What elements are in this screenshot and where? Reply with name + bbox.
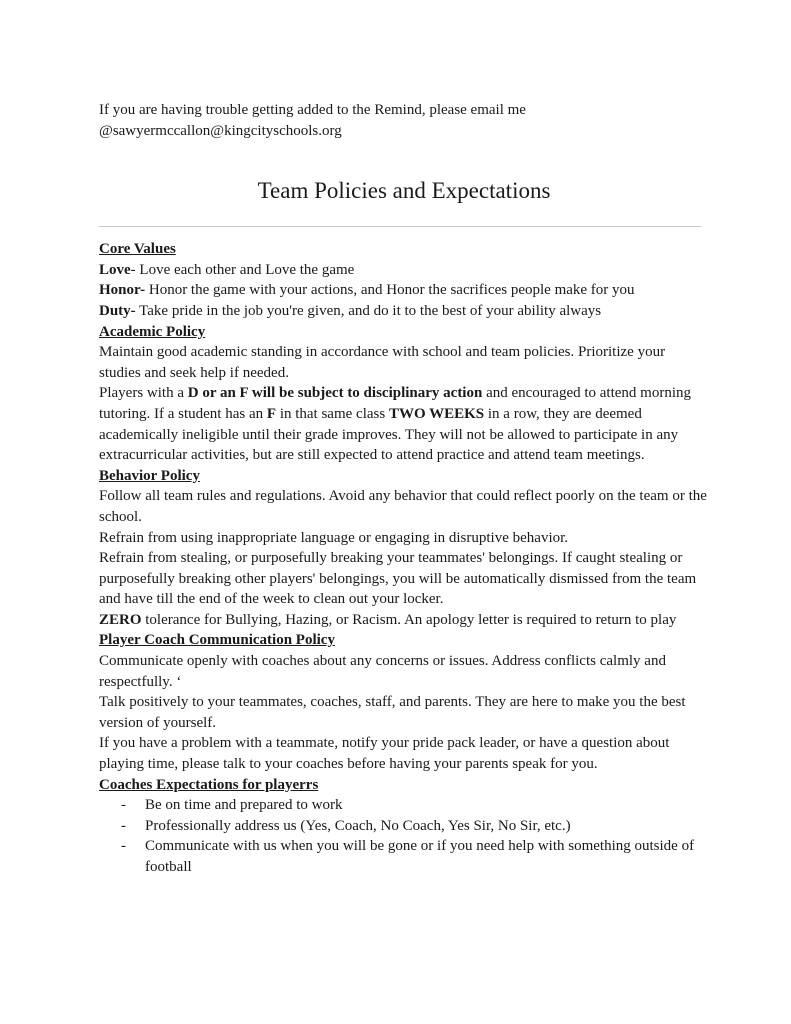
- list-item: - Communicate with us when you will be gone or if you need help with something outside of football: [99, 836, 709, 877]
- behavior-paragraph-4: [99, 610, 709, 631]
- expectations-heading: Coaches Expectations for playerrs: [99, 776, 319, 793]
- expectations-list: [99, 795, 709, 877]
- communication-paragraph-1: Communicate openly with coaches about any concerns or issues. Address conflicts calmly and respectfully. ‘: [99, 653, 666, 690]
- academic-text-c: and encouraged to attend morning tutoring. If a student has an: [99, 385, 692, 422]
- academic-text-g: in a row, they are deemed academically ineligible until their grade improves. They will not be allowed to participate in any extracurricular activities, but are still expected to attend practice and attend team meetings.: [99, 405, 679, 464]
- love-label: Love: [99, 261, 131, 278]
- behavior-paragraph-1: Follow all team rules and regulations. Avoid any behavior that could reflect poorly on the team or the school.: [99, 488, 707, 525]
- academic-bold-discipline: D or an F will be subject to disciplinary action: [187, 385, 483, 402]
- communication-paragraph-2: Talk positively to your teammates, coaches, staff, and parents. They are here to make you the best version of yourself.: [99, 694, 686, 731]
- intro-email: @sawyermccallon@kingcityschools.org: [99, 122, 342, 139]
- academic-policy-heading: Academic Policy: [99, 323, 206, 340]
- behavior-text-zero: tolerance for Bullying, Hazing, or Racism. An apology letter is required to return to play: [141, 611, 677, 628]
- behavior-paragraph-2: Refrain from using inappropriate language or engaging in disruptive behavior.: [99, 529, 569, 546]
- behavior-policy-heading: Behavior Policy: [99, 467, 200, 484]
- academic-text-a: Players with a: [99, 385, 188, 402]
- list-item: - Professionally address us (Yes, Coach, No Coach, Yes Sir, No Sir, etc.): [99, 816, 709, 837]
- duty-label: Duty-: [99, 302, 136, 319]
- communication-paragraph-3: If you have a problem with a teammate, notify your pride pack leader, or have a question about playing time, please talk to your coaches before having your parents speak for you.: [99, 735, 670, 773]
- core-value-honor: [99, 280, 709, 301]
- academic-paragraph-1: Maintain good academic standing in accordance with school and team policies. Prioritize your studies and seek help if needed.: [99, 344, 666, 381]
- core-values-heading: Core Values: [99, 241, 176, 258]
- behavior-paragraph-3: Refrain from stealing, or purposefully breaking your teammates' belongings. If caught stealing or purposefully breaking other players' belongings, you will be automatically dismissed from the team and have till the end of the week to clean out your locker.: [99, 550, 697, 608]
- core-value-duty: [99, 301, 709, 322]
- behavior-bold-zero: ZERO: [99, 611, 142, 628]
- title-divider: [99, 226, 701, 227]
- academic-text-e: in that same class: [276, 405, 389, 422]
- list-item: - Be on time and prepared to work: [99, 795, 709, 816]
- academic-paragraph-2: [99, 383, 709, 465]
- core-value-love: [99, 260, 709, 281]
- academic-bold-f: F: [266, 405, 277, 422]
- page-title: Team Policies and Expectations: [257, 178, 551, 204]
- love-text: - Love each other and Love the game: [130, 261, 355, 278]
- duty-text: Take pride in the job you're given, and do it to the best of your ability always: [135, 302, 602, 319]
- communication-policy-heading: Player Coach Communication Policy: [99, 632, 335, 649]
- intro-line-1: If you are having trouble getting added to the Remind, please email me: [99, 102, 526, 118]
- academic-bold-two-weeks: TWO WEEKS: [388, 405, 485, 422]
- honor-label: Honor-: [99, 282, 146, 299]
- honor-text: Honor the game with your actions, and Honor the sacrifices people make for you: [145, 282, 635, 299]
- document-page: [99, 100, 709, 878]
